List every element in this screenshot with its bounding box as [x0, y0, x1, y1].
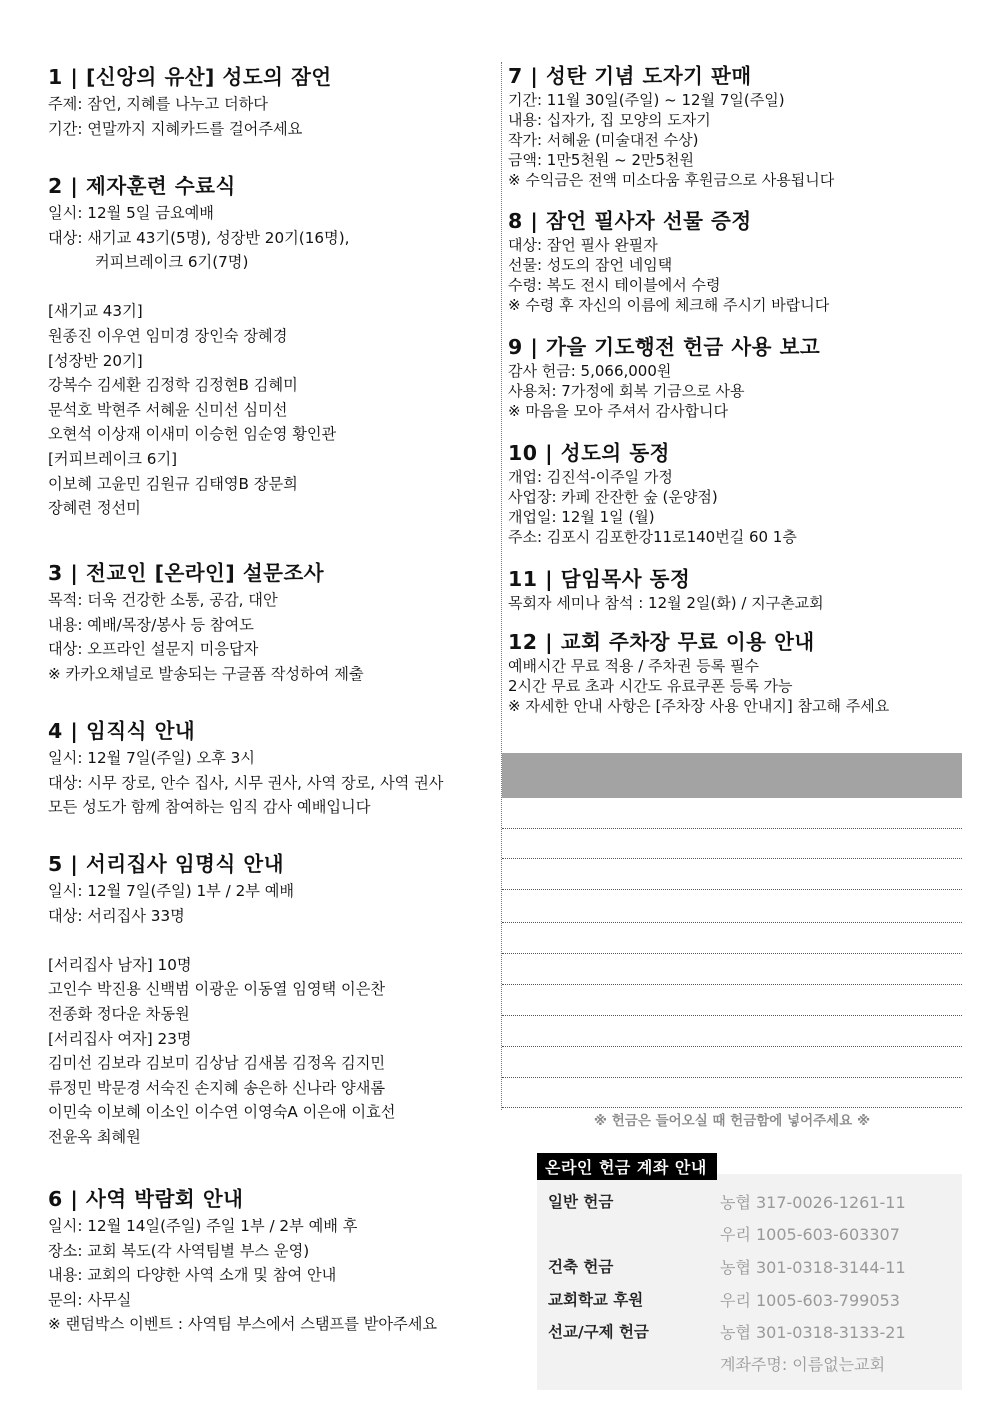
group-line: 이민숙 이보혜 이소인 이수연 이영숙A 이은애 이효선 — [48, 1103, 396, 1122]
group-line: 이보혜 고윤민 김원규 김태영B 장문희 — [48, 474, 298, 493]
group-line: 원종진 이우연 임미경 장인숙 장혜경 — [48, 326, 288, 345]
memo-line — [502, 1107, 962, 1108]
account-number: 농협 301-0318-3144-11 — [720, 1258, 906, 1277]
section-line: 사업장: 카페 잔잔한 숲 (운양점) — [508, 488, 718, 506]
account-holder: 계좌주명: 이름없는교회 — [720, 1355, 886, 1374]
group-line: [서리집사 여자] 23명 — [48, 1029, 192, 1048]
section-line: 문의: 사무실 — [48, 1290, 132, 1309]
account-number: 농협 317-0026-1261-11 — [720, 1193, 906, 1212]
section-11 — [508, 565, 824, 613]
memo-line — [502, 1046, 962, 1047]
offering-note: ※ 헌금은 들어오실 때 헌금함에 넣어주세요 ※ — [593, 1113, 871, 1129]
group-line: 강복수 김세환 김정학 김정현B 김혜미 — [48, 376, 298, 395]
section-title: 6 | 사역 박람회 안내 — [48, 1187, 244, 1211]
section-line: 대상: 서리집사 33명 — [48, 906, 185, 925]
section-title: 7 | 성탄 기념 도자기 판매 — [508, 64, 752, 88]
section-line: 목적: 더욱 건강한 소통, 공감, 대안 — [48, 591, 278, 609]
section-title: 2 | 제자훈련 수료식 — [48, 174, 236, 198]
section-line: ※ 수령 후 자신의 이름에 체크해 주시기 바랍니다 — [508, 296, 830, 314]
section-title: 1 | [신앙의 유산] 성도의 잠언 — [48, 65, 332, 89]
section-line: 개업일: 12월 1일 (월) — [508, 508, 655, 526]
section-title: 9 | 가을 기도행전 헌금 사용 보고 — [508, 335, 821, 359]
section-line: 일시: 12월 7일(주일) 오후 3시 — [48, 749, 255, 767]
section-title: 5 | 서리집사 임명식 안내 — [48, 852, 285, 876]
section-5 — [48, 849, 395, 1150]
group-line: 문석호 박현주 서혜윤 신미선 심미선 — [48, 400, 288, 419]
section-line: ※ 자세한 안내 사항은 [주차장 사용 안내지] 참고해 주세요 — [508, 697, 890, 715]
group-line: [서리집사 남자] 10명 — [48, 955, 192, 974]
group-line: 오현석 이상재 이새미 이승헌 임순영 황인관 — [48, 425, 337, 444]
section-line: 내용: 교회의 다양한 사역 소개 및 참여 안내 — [48, 1266, 337, 1285]
section-line: 기간: 11월 30일(주일) ~ 12월 7일(주일) — [508, 91, 785, 109]
section-line: 대상: 잠언 필사 완필자 — [508, 236, 658, 254]
section-line: 수령: 복도 전시 테이블에서 수령 — [508, 276, 721, 294]
section-line: ※ 수익금은 전액 미소다움 후원금으로 사용됩니다 — [508, 171, 835, 189]
section-line: 목회자 세미나 참석 : 12월 2일(화) / 지구촌교회 — [508, 594, 824, 612]
section-line: 일시: 12월 14일(주일) 주일 1부 / 2부 예배 후 — [48, 1217, 358, 1235]
section-line: 작가: 서혜윤 (미술대전 수상) — [508, 131, 699, 149]
section-title: 10 | 성도의 동정 — [508, 441, 670, 465]
section-line: ※ 카카오채널로 발송되는 구글폼 작성하여 제출 — [48, 664, 364, 683]
section-line: 내용: 십자가, 집 모양의 도자기 — [508, 111, 711, 129]
memo-line — [502, 889, 962, 890]
spacer — [48, 928, 395, 953]
account-name: 선교/구제 헌금 — [548, 1323, 649, 1341]
account-number: 우리 1005-603-603307 — [720, 1225, 900, 1244]
group-line: 전종화 정다운 차동원 — [48, 1004, 190, 1023]
section-line: 개업: 김진석-이주일 가정 — [508, 468, 673, 486]
section-6 — [48, 1184, 437, 1337]
section-line: 예배시간 무료 적용 / 주차권 등록 필수 — [508, 657, 760, 675]
account-name: 건축 헌금 — [548, 1258, 614, 1276]
account-number: 우리 1005-603-799053 — [720, 1291, 900, 1310]
account-number: 농협 301-0318-3133-21 — [720, 1323, 906, 1342]
memo-line — [502, 984, 962, 985]
section-1 — [48, 62, 332, 141]
account-name: 교회학교 후원 — [548, 1291, 644, 1309]
section-line: 주제: 잠언, 지혜를 나누고 더하다 — [48, 95, 268, 113]
memo-line — [502, 1015, 962, 1016]
memo-header-bar — [502, 753, 962, 798]
group-line: [성장반 20기] — [48, 351, 143, 370]
group-line: 고인수 박진용 신백범 이광운 이동열 임영택 이은찬 — [48, 980, 386, 999]
section-line: 대상: 새기교 43기(5명), 성장반 20기(16명), — [48, 228, 350, 247]
section-title: 11 | 담임목사 동정 — [508, 567, 691, 591]
section-line: 대상: 시무 장로, 안수 집사, 시무 권사, 사역 장로, 사역 권사 — [48, 773, 444, 792]
section-line: 내용: 예배/목장/봉사 등 참여도 — [48, 615, 254, 634]
section-line: 대상: 오프라인 설문지 미응답자 — [48, 640, 259, 659]
section-line: 커피브레이크 6기(7명) — [95, 253, 249, 272]
section-8 — [508, 207, 829, 315]
section-9 — [508, 333, 820, 421]
memo-line — [502, 922, 962, 923]
group-line: 김미선 김보라 김보미 김상남 김새봄 김정옥 김지민 — [48, 1054, 386, 1073]
section-line: 2시간 무료 초과 시간도 유료쿠폰 등록 가능 — [508, 677, 793, 695]
memo-line — [502, 1077, 962, 1078]
group-line: [새기교 43기] — [48, 302, 143, 321]
section-title: 3 | 전교인 [온라인] 설문조사 — [48, 561, 325, 585]
memo-line — [502, 828, 962, 829]
section-2 — [48, 171, 349, 521]
group-line: 류정민 박문경 서숙진 손지혜 송은하 신나라 양새롬 — [48, 1078, 386, 1097]
section-line: 일시: 12월 7일(주일) 1부 / 2부 예배 — [48, 882, 295, 900]
section-10 — [508, 439, 797, 547]
group-line: 장혜련 정선미 — [48, 499, 141, 518]
section-4 — [48, 716, 443, 820]
section-title: 8 | 잠언 필사자 선물 증정 — [508, 209, 752, 233]
section-line: 감사 헌금: 5,066,000원 — [508, 362, 672, 380]
section-line: 일시: 12월 5일 금요예배 — [48, 204, 214, 222]
group-line: 전윤옥 최혜원 — [48, 1127, 141, 1146]
section-title: 12 | 교회 주차장 무료 이용 안내 — [508, 630, 815, 654]
memo-line — [502, 953, 962, 954]
memo-line — [502, 858, 962, 859]
section-line: 금액: 1만5천원 ~ 2만5천원 — [508, 151, 695, 169]
section-line: 선물: 성도의 잠언 네임택 — [508, 256, 673, 274]
section-line: ※ 마음을 모아 주셔서 감사합니다 — [508, 402, 729, 420]
section-line: 기간: 연말까지 지혜카드를 걸어주세요 — [48, 119, 303, 138]
spacer — [48, 275, 349, 300]
section-line: ※ 랜덤박스 이벤트 : 사역팀 부스에서 스탬프를 받아주세요 — [48, 1315, 438, 1334]
account-title: 온라인 헌금 계좌 안내 — [537, 1153, 717, 1180]
group-line: [커피브레이크 6기] — [48, 449, 178, 468]
section-3 — [48, 558, 364, 686]
section-line: 모든 성도가 함께 참여하는 임직 감사 예배입니다 — [48, 798, 371, 817]
section-title: 4 | 임직식 안내 — [48, 719, 196, 743]
section-12 — [508, 628, 889, 716]
section-line: 사용처: 7가정에 회복 기금으로 사용 — [508, 382, 745, 400]
section-line: 장소: 교회 복도(각 사역팀별 부스 운영) — [48, 1241, 310, 1260]
section-line: 주소: 김포시 김포한강11로140번길 60 1층 — [508, 528, 797, 546]
account-name: 일반 헌금 — [548, 1193, 614, 1211]
section-7 — [508, 62, 834, 190]
